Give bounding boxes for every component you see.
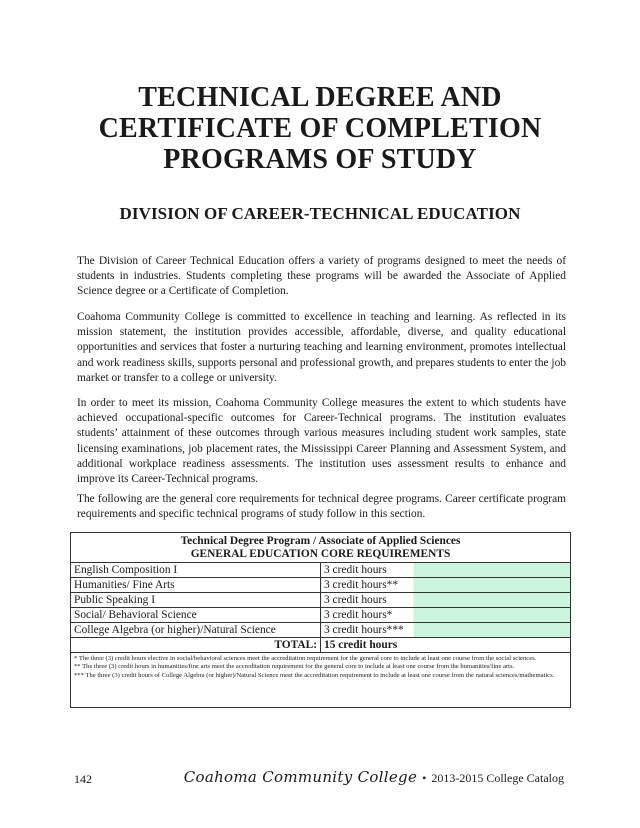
table-row — [71, 578, 570, 593]
hours-cell: 3 credit hours** — [321, 578, 571, 593]
footnote-social-sciences: * The three (3) credit hours elective in social/behavioral sciences meet the accreditation requirement for the general core to include at least one course from the social sciences. — [74, 655, 537, 662]
course-cell: English Composition I — [71, 563, 321, 578]
division-heading: DIVISION OF CAREER-TECHNICAL EDUCATION — [119, 204, 521, 223]
footer-separator: • — [422, 771, 427, 785]
footer-catalog-line — [184, 768, 564, 786]
program-heading: Technical Degree Program / Associate of Applied Sciences — [180, 535, 461, 547]
course-cell: Public Speaking I — [71, 593, 321, 608]
total-label: TOTAL: — [71, 638, 321, 653]
page-title — [60, 82, 580, 175]
course-cell: Social/ Behavioral Science — [71, 608, 321, 623]
title-line-2: CERTIFICATE OF COMPLETION — [98, 113, 542, 144]
table-row — [71, 608, 570, 623]
commitment-paragraph: Coahoma Community College is committed to excellence in teaching and learning. As reflected in its mission statement, the institution provides accessible, affordable, diverse, and quality educational opportunities and services that foster a nurturing teaching and learning environment, promotes intellectual and work readiness skills, supports personal and professional growth, and prepares students to enter the job market or transfer to a college or university. — [77, 311, 566, 384]
core-requirements-box — [70, 532, 571, 708]
page-number: 142 — [74, 772, 92, 786]
hours-cell: 3 credit hours* — [321, 608, 571, 623]
requirements-heading — [71, 533, 570, 561]
intro-paragraph: The Division of Career Technical Education offers a variety of programs designed to meet the needs of students in industries. Students completing these programs will be awarded the Associate of Applied Science degree or a Certificate of Completion. — [77, 255, 566, 298]
mission-paragraph: In order to meet its mission, Coahoma Community College measures the extent to which students have achieved occupational-specific outcomes for Career-Technical programs. The institution evaluates students’ attainment of these outcomes through various measures including student work samples, state licensing examinations, job placement rates, the Mississippi Career Planning and Assessment System, and additional workplace readiness assessments. The institution uses assessment results to enhance and improve its Career-Technical programs. — [77, 397, 566, 486]
total-row — [71, 638, 570, 653]
table-row — [71, 563, 570, 578]
core-heading: GENERAL EDUCATION CORE REQUIREMENTS — [190, 548, 451, 560]
table-row — [71, 623, 570, 638]
hours-cell: 3 credit hours*** — [321, 623, 571, 638]
footnotes — [71, 653, 570, 680]
course-cell: Humanities/ Fine Arts — [71, 578, 321, 593]
requirements-intro-paragraph: The following are the general core requirements for technical degree programs. Career certificate program requirements and specific technical programs of study follow in this section. — [77, 493, 566, 521]
footer-college-name: Coahoma Community College — [183, 768, 418, 786]
requirements-table — [71, 562, 570, 653]
footer-catalog-years: 2013-2015 College Catalog — [431, 771, 564, 785]
footnote-natural-sciences: *** The three (3) credit hours of College Algebra (or higher)/Natural Science meet the accreditation requirement to include at least one course from the natural sciences/mathematics. — [74, 671, 555, 679]
total-value: 15 credit hours — [321, 638, 571, 653]
footnote-humanities: ** The three (3) credit hours in humanities/fine arts meet the accreditation requirement for the general core to include at least one course from the humanities/fine arts. — [74, 663, 515, 671]
table-row — [71, 593, 570, 608]
hours-cell: 3 credit hours — [321, 563, 571, 578]
course-cell: College Algebra (or higher)/Natural Science — [71, 623, 321, 638]
hours-cell: 3 credit hours — [321, 593, 571, 608]
title-line-1: TECHNICAL DEGREE AND — [138, 82, 502, 113]
title-line-3: PROGRAMS OF STUDY — [163, 144, 477, 175]
